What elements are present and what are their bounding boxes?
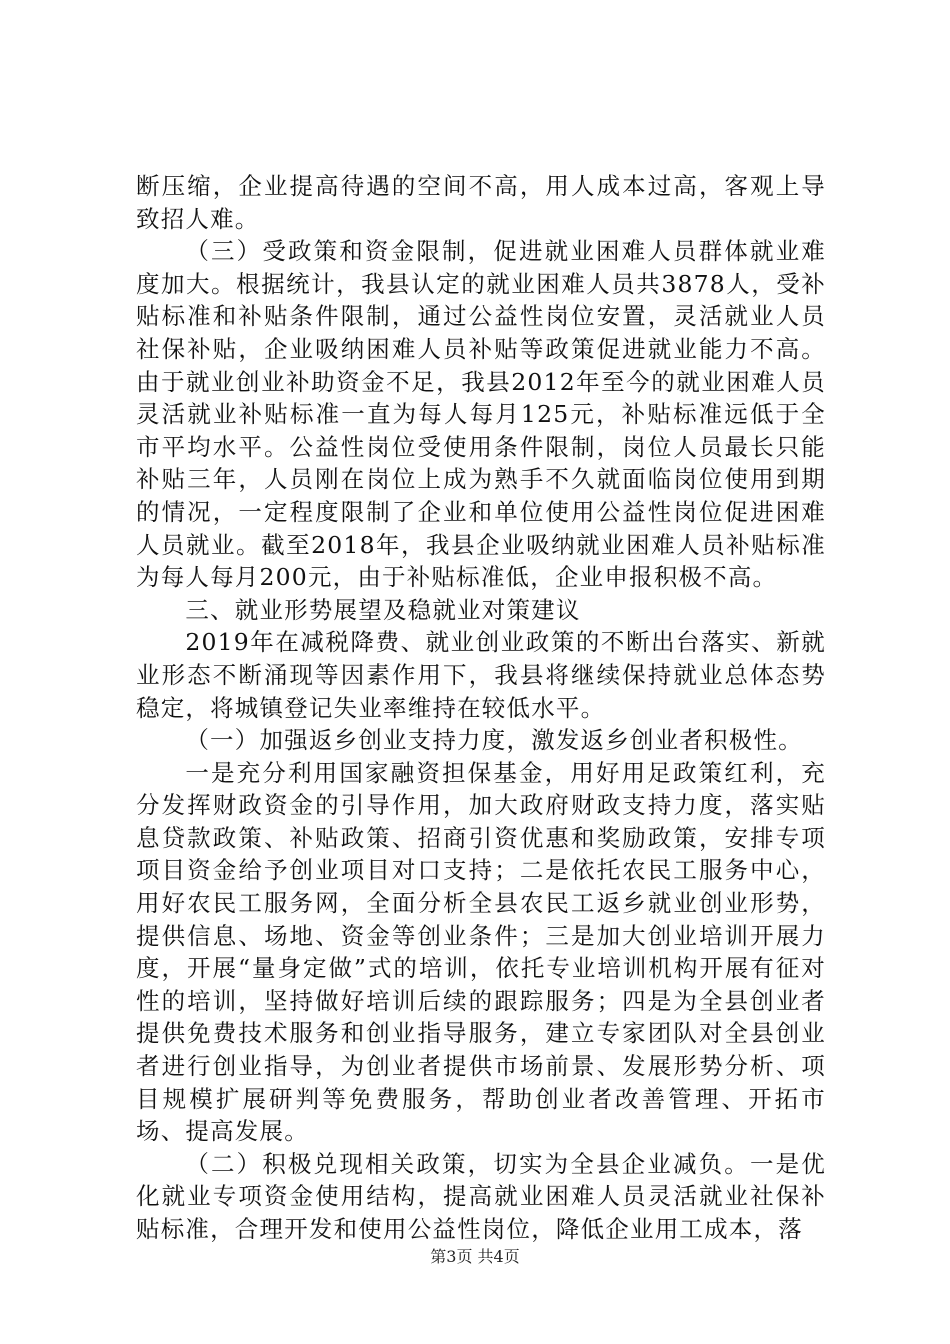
heading-outlook-and-suggestions: 三、就业形势展望及稳就业对策建议 — [185, 595, 581, 624]
paragraph-continuation: 断压缩，企业提高待遇的空间不高，用人成本过高，客观上导致招人难。 — [136, 172, 826, 233]
paragraph-section-3-difficulty: （三）受政策和资金限制，促进就业困难人员群体就业难度加大。根据统计，我县认定的就业困难人员共3878人，受补贴标准和补贴条件限制，通过公益性岗位安置，灵活就业人员社保补贴，企业吸纳困难人员补贴等政策促进就业能力不高。由于就业创业补助资金不足，我县2012年至今的就业困难人员灵活就业补贴标准一直为每人每月125元，补贴标准远低于全市平均水平。公益性岗位受使用条件限制，岗位人员最长只能补贴三年，人员刚在岗位上成为熟手不久就面临岗位使用到期的情况，一定程度限制了企业和单位使用公益性岗位促进困难人员就业。截至2018年，我县企业吸纳就业困难人员补贴标准为每人每月200元，由于补贴标准低，企业申报积极不高。 — [136, 237, 826, 592]
subheading-return-entrepreneurship: （一）加强返乡创业支持力度，激发返乡创业者积极性。 — [185, 726, 803, 755]
paragraph-enterprise-relief: （二）积极兑现相关政策，切实为全县企业减负。一是优化就业专项资金使用结构，提高就业困难人员灵活就业社保补贴标准，合理开发和使用公益性岗位，降低企业用工成本，落 — [136, 1149, 826, 1243]
paragraph-2019-outlook: 2019年在减税降费、就业创业政策的不断出台落实、新就业形态不断涌现等因素作用下，我县将继续保持就业总体态势稳定，将城镇登记失业率维持在较低水平。 — [136, 628, 826, 722]
paragraph-entrepreneurship-measures: 一是充分利用国家融资担保基金，用好用足政策红利，充分发挥财政资金的引导作用，加大政府财政支持力度，落实贴息贷款政策、补贴政策、招商引资优惠和奖励政策，安排专项项目资金给予创业项目对口支持；二是依托农民工服务中心，用好农民工服务网，全面分析全县农民工返乡就业创业形势，提供信息、场地、资金等创业条件；三是加大创业培训开展力度，开展“量身定做”式的培训，依托专业培训机构开展有征对性的培训，坚持做好培训后续的跟踪服务；四是为全县创业者提供免费技术服务和创业指导服务，建立专家团队对全县创业者进行创业指导，为创业者提供市场前景、发展形势分析、项目规模扩展研判等免费服务，帮助创业者改善管理、开拓市场、提高发展。 — [136, 758, 826, 1146]
document-body — [136, 170, 826, 1246]
page-footer: 第3页 共4页 — [430, 1247, 520, 1266]
